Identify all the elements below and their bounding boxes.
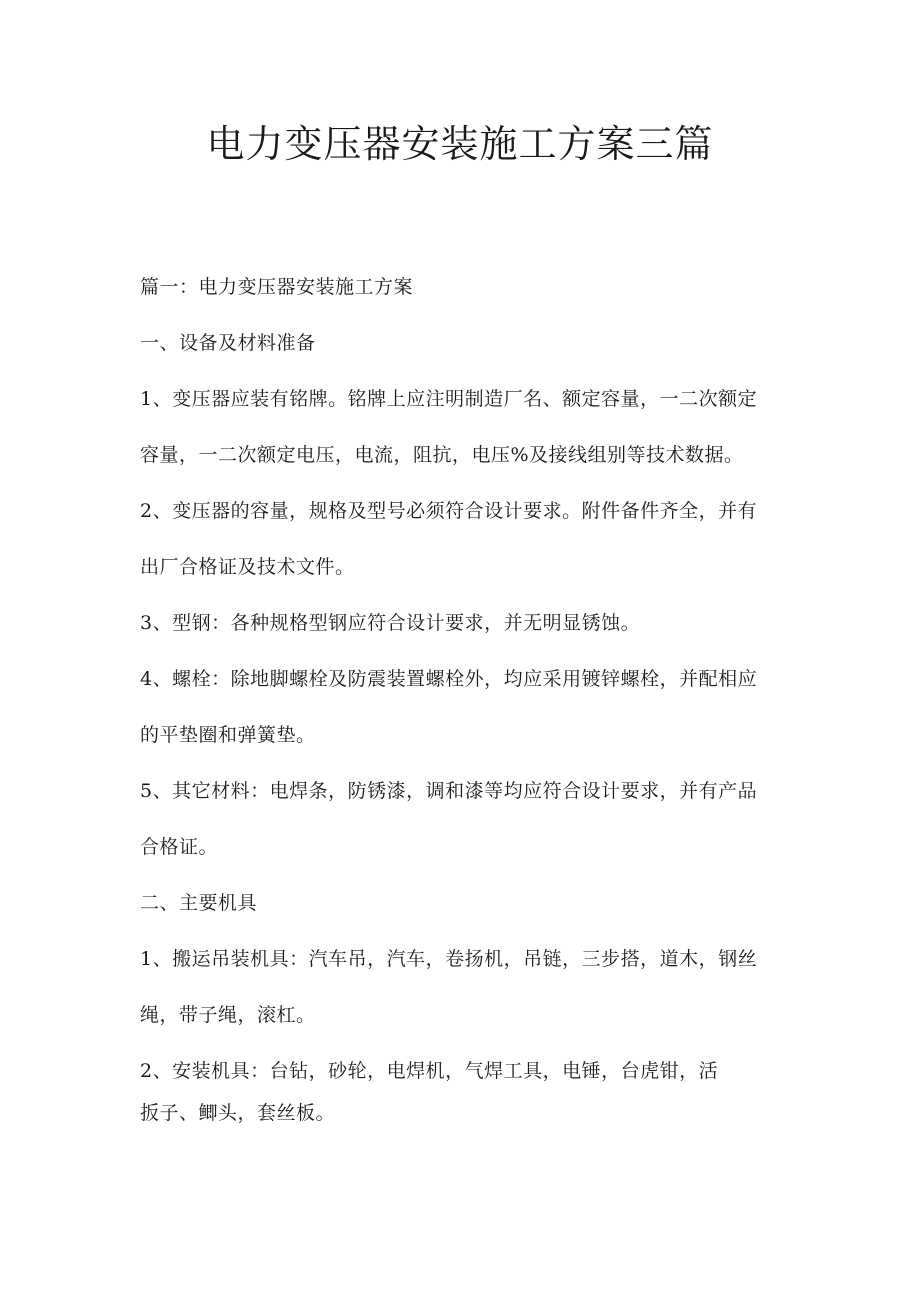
paragraph-line: 合格证。 [140,836,219,858]
document-body [140,268,785,1150]
paragraph-line: 的平垫圈和弹簧垫。 [140,724,316,746]
document-title: 电力变压器安装施工方案三篇 [206,122,714,166]
paragraph-line: 2、变压器的容量，规格及型号必须符合设计要求。附件备件齐全，并有 [140,500,758,522]
paragraph-line: 1、搬运吊装机具：汽车吊，汽车，卷扬机，吊链，三步搭，道木，钢丝 [140,948,758,970]
paragraph-line: 出厂合格证及技术文件。 [140,556,355,578]
paragraph-line: 1、变压器应装有铭牌。铭牌上应注明制造厂名、额定容量，一二次额定 [140,388,758,410]
subsection-heading: 一、设备及材料准备 [140,332,316,354]
paragraph-line: 2、安装机具：台钻，砂轮，电焊机，气焊工具，电锤，台虎钳，活 [140,1060,719,1082]
paragraph-line: 3、型钢：各种规格型钢应符合设计要求，并无明显锈蚀。 [140,612,641,634]
paragraph-line: 容量，一二次额定电压，电流，阻抗，电压%及接线组别等技术数据。 [140,444,744,466]
paragraph-line: 4、螺栓：除地脚螺栓及防震装置螺栓外，均应采用镀锌螺栓，并配相应 [140,668,758,690]
paragraph-line: 5、其它材料：电焊条，防锈漆，调和漆等均应符合设计要求，并有产品 [140,780,758,802]
paragraph-line: 扳子、鲫头，套丝板。 [140,1102,336,1124]
paragraph-line: 绳，带子绳，滚杠。 [140,1004,316,1026]
subsection-heading: 二、主要机具 [140,892,258,914]
section-heading: 篇一：电力变压器安装施工方案 [140,276,414,298]
